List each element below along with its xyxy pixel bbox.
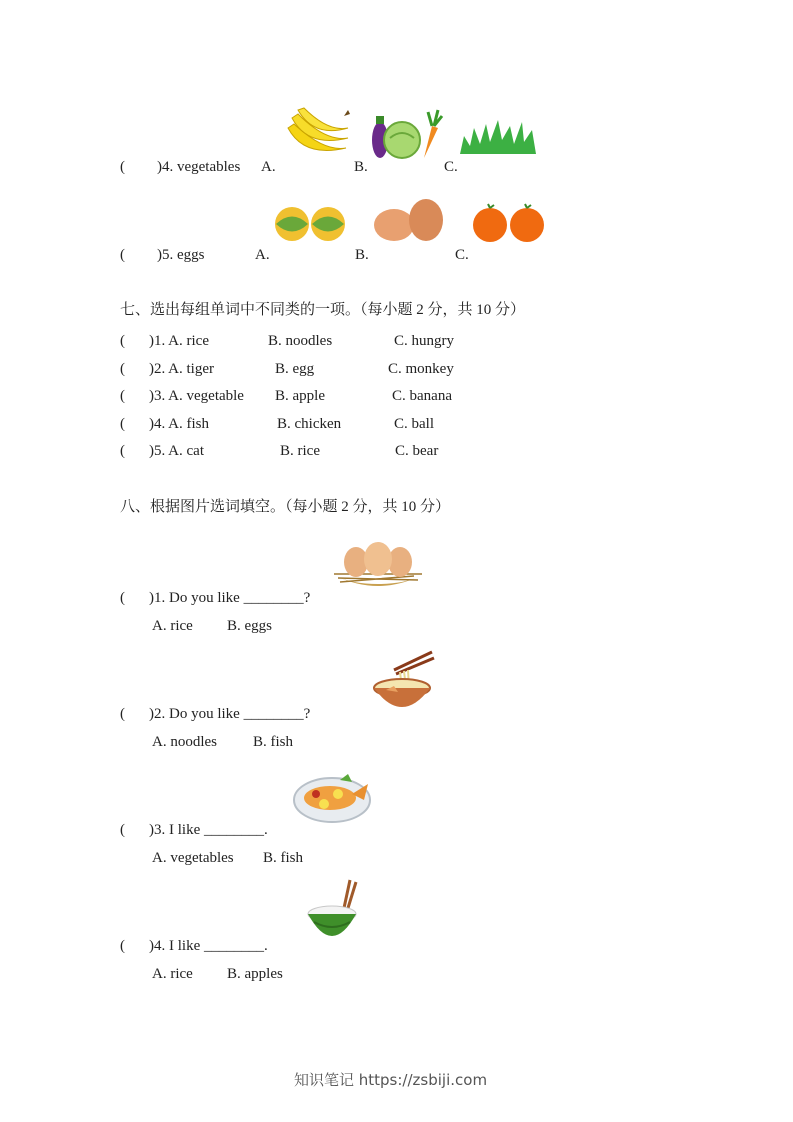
s8-q4-a: A. rice — [152, 966, 193, 982]
fish-plate-image — [294, 768, 372, 826]
q5-option-b: B. — [355, 247, 369, 263]
s8-q3-a: A. vegetables — [152, 850, 234, 866]
vegetables-image — [368, 108, 444, 162]
s8-q2-a: A. noodles — [152, 734, 217, 750]
s7-item3-c: C. banana — [392, 388, 452, 404]
footer-watermark: 知识笔记 https://zsbiji.com — [294, 1071, 488, 1089]
balls-image — [274, 205, 348, 243]
s8-q3: )3. I like ________. — [149, 822, 268, 838]
s7-paren: ( — [120, 361, 125, 377]
s7-paren: ( — [120, 388, 125, 404]
s7-item1-a: )1. A. rice — [149, 333, 209, 349]
oranges-image — [472, 202, 546, 244]
grass-image — [460, 116, 538, 156]
q5-option-c: C. — [455, 247, 469, 263]
eggs-nest-image — [334, 540, 422, 590]
s7-item4-a: )4. A. fish — [149, 416, 209, 432]
q4-option-b: B. — [354, 159, 368, 175]
q4-label: )4. vegetables — [157, 159, 241, 175]
s7-paren: ( — [120, 333, 125, 349]
s8-q3-b: B. fish — [263, 850, 304, 866]
s7-paren: ( — [120, 443, 125, 459]
s8-paren: ( — [120, 938, 125, 954]
s7-item4-b: B. chicken — [277, 416, 342, 432]
s7-item5-a: )5. A. cat — [149, 443, 204, 459]
eggs-image — [372, 198, 446, 244]
q4-option-a: A. — [261, 159, 276, 175]
q5-paren-open: ( — [120, 247, 125, 263]
s7-item2-a: )2. A. tiger — [149, 361, 214, 377]
s7-item2-c: C. monkey — [388, 361, 454, 377]
s8-q2-b: B. fish — [253, 734, 294, 750]
s8-q1-a: A. rice — [152, 618, 193, 634]
s7-item3-a: )3. A. vegetable — [149, 388, 244, 404]
q5-label: )5. eggs — [157, 247, 205, 263]
section8-title: 八、根据图片选词填空。（每小题 2 分，共 10 分） — [120, 499, 451, 515]
s8-q2: )2. Do you like ________? — [149, 706, 311, 722]
s7-item4-c: C. ball — [394, 416, 434, 432]
s8-q4-b: B. apples — [227, 966, 283, 982]
s8-paren: ( — [120, 822, 125, 838]
s8-q1: )1. Do you like ________? — [149, 590, 311, 606]
s8-paren: ( — [120, 590, 125, 606]
s7-item1-c: C. hungry — [394, 333, 454, 349]
s8-q4: )4. I like ________. — [149, 938, 268, 954]
s7-item3-b: B. apple — [275, 388, 325, 404]
s7-item2-b: B. egg — [275, 361, 315, 377]
bananas-image — [284, 108, 350, 162]
s7-item5-c: C. bear — [395, 443, 439, 459]
s8-paren: ( — [120, 706, 125, 722]
q5-option-a: A. — [255, 247, 270, 263]
s7-paren: ( — [120, 416, 125, 432]
q4-paren-open: ( — [120, 159, 125, 175]
s8-q1-b: B. eggs — [227, 618, 272, 634]
q4-option-c: C. — [444, 159, 458, 175]
s7-item1-b: B. noodles — [268, 333, 333, 349]
rice-bowl-image — [306, 878, 362, 944]
noodles-bowl-image — [372, 650, 434, 714]
s7-item5-b: B. rice — [280, 443, 320, 459]
section7-title: 七、选出每组单词中不同类的一项。（每小题 2 分，共 10 分） — [120, 302, 526, 318]
